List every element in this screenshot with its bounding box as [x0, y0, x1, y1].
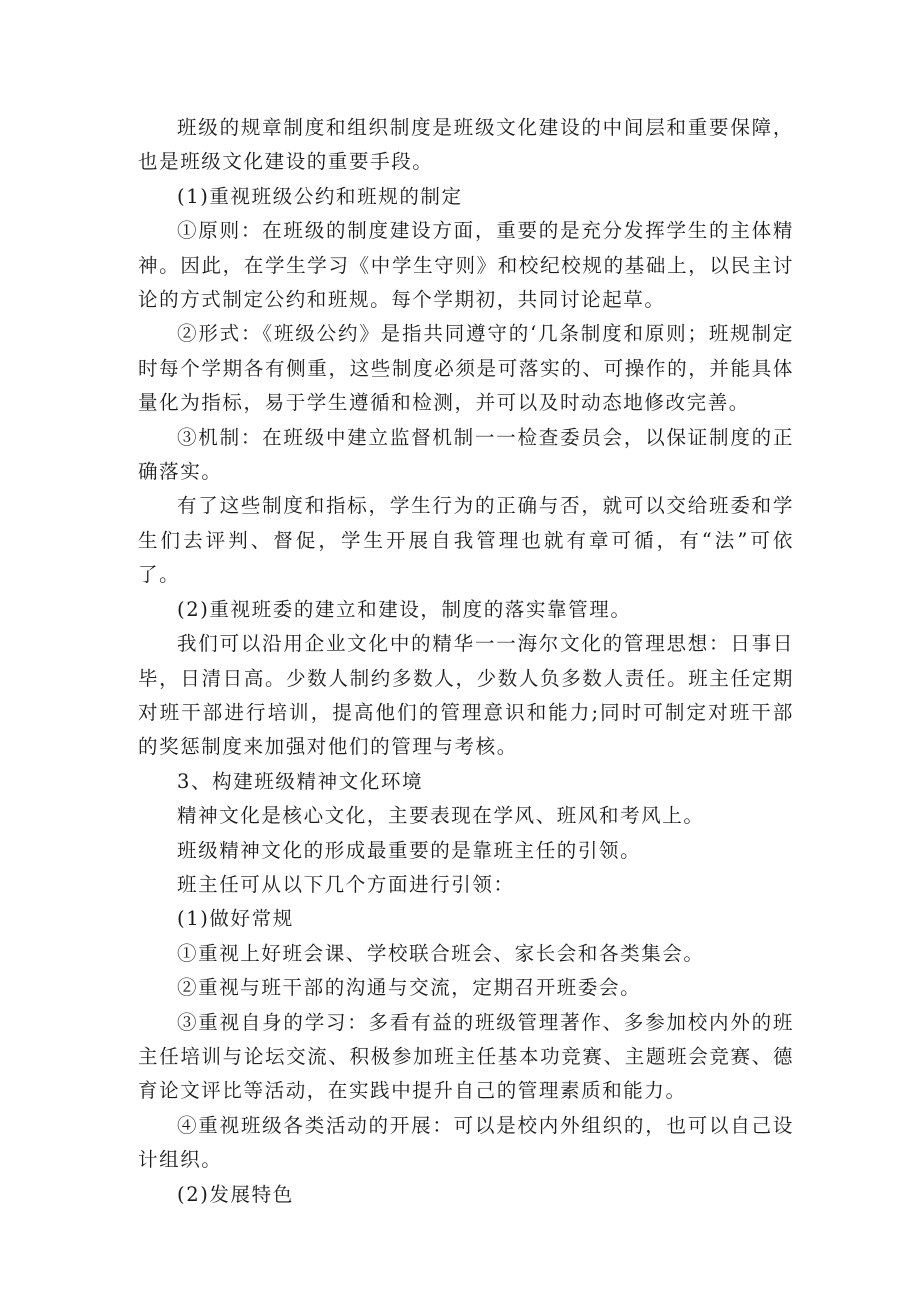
list-item-communication: ②重视与班干部的沟通与交流，定期召开班委会。 [177, 976, 642, 1000]
subheading-routine: (1)做好常规 [177, 907, 294, 931]
subheading-features: (2)发展特色 [177, 1182, 294, 1206]
paragraph-teacher-lead: 班级精神文化的形成最重要的是靠班主任的引领。 [177, 838, 642, 862]
paragraph-aspects: 班主任可从以下几个方面进行引领： [177, 872, 515, 896]
subheading-class-rules: (1)重视班级公约和班规的制定 [177, 184, 463, 208]
paragraph-mechanism: ③机制：在班级中建立监督机制一一检查委员会，以保证制度的正确落实。 [138, 425, 794, 484]
paragraph-intro: 班级的规章制度和组织制度是班级文化建设的中间层和重要保障，也是班级文化建设的重要手段。 [138, 116, 794, 174]
paragraph-core-culture: 精神文化是核心文化，主要表现在学风、班风和考风上。 [177, 804, 705, 828]
paragraph-with-rules: 有了这些制度和指标，学生行为的正确与否，就可以交给班委和学生们去评判、督促，学生开展自我管理也就有章可循，有“法”可依了。 [138, 494, 794, 587]
subheading-class-committee: (2)重视班委的建立和建设，制度的落实靠管理。 [177, 597, 632, 621]
list-item-class-meeting: ①重视上好班会课、学校联合班会、家长会和各类集会。 [177, 941, 705, 965]
document-body [138, 111, 794, 1212]
list-item-self-study: ③重视自身的学习：多看有益的班级管理著作、多参加校内外的班主任培训与论坛交流、积极参加班主任基本功竞赛、主题班会竞赛、德育论文评比等活动，在实践中提升自己的管理素质和能力。 [138, 1010, 794, 1103]
paragraph-principle: ①原则：在班级的制度建设方面，重要的是充分发挥学生的主体精神。因此，在学生学习《中学生守则》和校纪校规的基础上，以民主讨论的方式制定公约和班规。每个学期初，共同讨论起草。 [138, 219, 794, 312]
paragraph-haier-culture: 我们可以沿用企业文化中的精华一一海尔文化的管理思想：日事日毕，日清日高。少数人制约多数人，少数人负多数人责任。班主任定期对班干部进行培训，提高他们的管理意识和能力;同时可制定对班干部的奖惩制度来加强对他们的管理与考核。 [138, 632, 794, 759]
section-heading-spiritual-culture: 3、构建班级精神文化环境 [177, 769, 424, 793]
list-item-activities: ④重视班级各类活动的开展：可以是校内外组织的，也可以自己设计组织。 [138, 1113, 794, 1172]
paragraph-form: ②形式：《班级公约》是指共同遵守的‘几条制度和原则；班规制定时每个学期各有侧重，这些制度必须是可落实的、可操作的，并能具体量化为指标，易于学生遵循和检测，并可以及时动态地修改完善。 [138, 322, 794, 415]
